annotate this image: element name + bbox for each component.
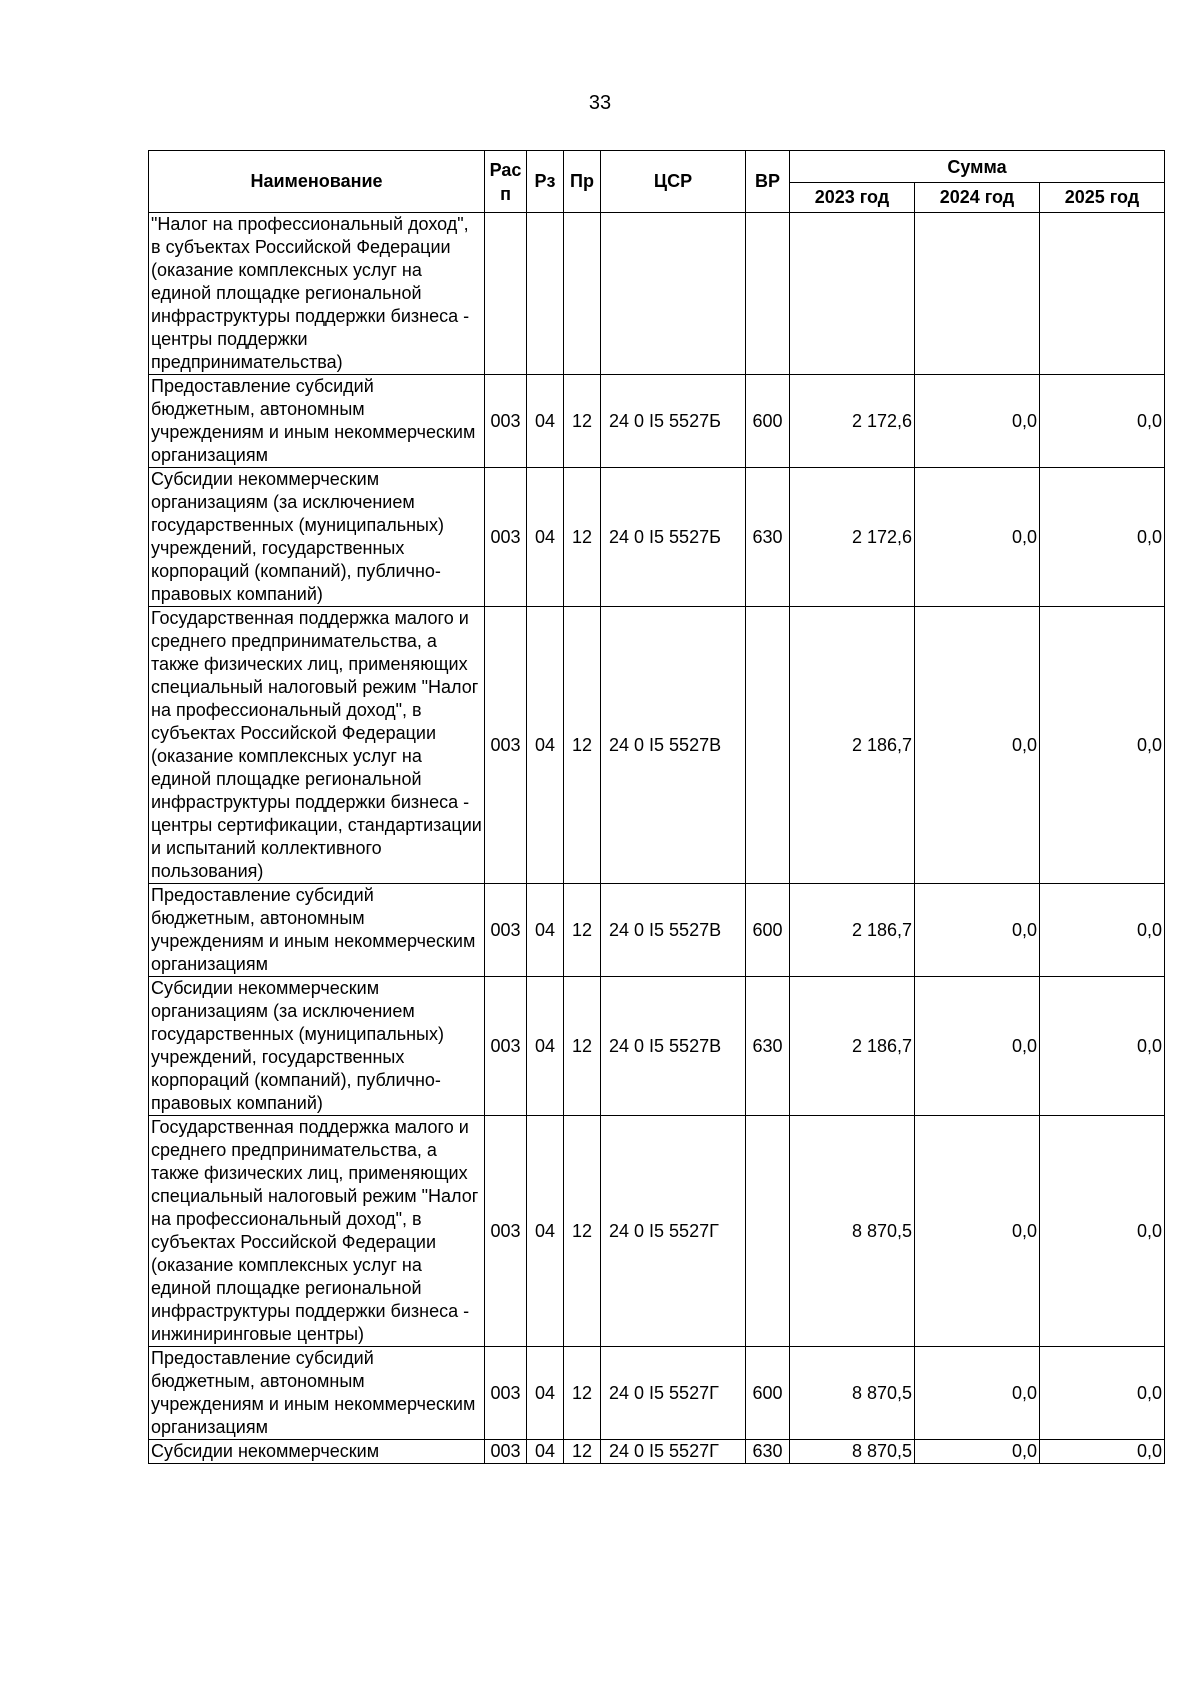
table-row (149, 884, 1165, 977)
table-row (149, 468, 1165, 607)
table-row (149, 1116, 1165, 1347)
cell-2024: 0,0 (915, 884, 1040, 977)
cell-name: Субсидии некоммерческим организациям (за исключением государственных (муниципальных) учреждений, государственных корпораций (компаний), публично-правовых компаний) (149, 468, 485, 607)
cell-csr (601, 213, 746, 375)
cell-2025 (1040, 213, 1165, 375)
cell-2025: 0,0 (1040, 1116, 1165, 1347)
cell-vr (746, 1116, 790, 1347)
cell-rasp: 003 (485, 375, 527, 468)
cell-name: "Налог на профессиональный доход", в субъектах Российской Федерации (оказание комплексных услуг на единой площадке региональной инфраструктуры поддержки бизнеса - центры поддержки предпринимательства) (149, 213, 485, 375)
cell-rz: 04 (527, 1116, 564, 1347)
cell-2023: 2 172,6 (790, 375, 915, 468)
cell-csr: 24 0 I5 5527Г (601, 1116, 746, 1347)
cell-pr: 12 (564, 607, 601, 884)
cell-vr (746, 213, 790, 375)
cell-rz: 04 (527, 468, 564, 607)
table-row (149, 213, 1165, 375)
table-row (149, 1440, 1165, 1464)
table-row (149, 607, 1165, 884)
cell-csr: 24 0 I5 5527В (601, 607, 746, 884)
cell-2024: 0,0 (915, 1116, 1040, 1347)
cell-rz: 04 (527, 1440, 564, 1464)
cell-vr (746, 607, 790, 884)
cell-pr: 12 (564, 1440, 601, 1464)
header-pr: Пр (564, 151, 601, 213)
cell-rz (527, 213, 564, 375)
header-vr: ВР (746, 151, 790, 213)
cell-csr: 24 0 I5 5527Г (601, 1347, 746, 1440)
header-rasp: Рас п (485, 151, 527, 213)
header-csr: ЦСР (601, 151, 746, 213)
cell-pr (564, 213, 601, 375)
cell-2023: 8 870,5 (790, 1440, 915, 1464)
cell-rasp: 003 (485, 1116, 527, 1347)
header-2023: 2023 год (790, 183, 915, 213)
header-sum: Сумма (790, 151, 1165, 183)
cell-2025: 0,0 (1040, 977, 1165, 1116)
header-name: Наименование (149, 151, 485, 213)
cell-2025: 0,0 (1040, 468, 1165, 607)
cell-2024: 0,0 (915, 1440, 1040, 1464)
cell-rz: 04 (527, 607, 564, 884)
cell-vr: 600 (746, 1347, 790, 1440)
cell-pr: 12 (564, 375, 601, 468)
cell-name: Государственная поддержка малого и среднего предпринимательства, а также физических лиц, применяющих специальный налоговый режим "Налог на профессиональный доход", в субъектах Российской Федерации (оказание комплексных услуг на единой площадке региональной инфраструктуры поддержки бизнеса - инжиниринговые центры) (149, 1116, 485, 1347)
cell-csr: 24 0 I5 5527Б (601, 375, 746, 468)
cell-2024: 0,0 (915, 468, 1040, 607)
cell-rasp: 003 (485, 1347, 527, 1440)
cell-2023: 2 186,7 (790, 884, 915, 977)
budget-table (148, 150, 1165, 1464)
cell-rz: 04 (527, 1347, 564, 1440)
cell-pr: 12 (564, 884, 601, 977)
header-rz: Рз (527, 151, 564, 213)
cell-pr: 12 (564, 1347, 601, 1440)
cell-2023: 8 870,5 (790, 1116, 915, 1347)
cell-name: Предоставление субсидий бюджетным, автономным учреждениям и иным некоммерческим организациям (149, 375, 485, 468)
cell-2025: 0,0 (1040, 1347, 1165, 1440)
table-body (149, 213, 1165, 1464)
table-row (149, 1347, 1165, 1440)
cell-name: Субсидии некоммерческим организациям (за исключением государственных (муниципальных) учреждений, государственных корпораций (компаний), публично-правовых компаний) (149, 977, 485, 1116)
cell-rasp (485, 213, 527, 375)
cell-rasp: 003 (485, 977, 527, 1116)
cell-pr: 12 (564, 977, 601, 1116)
cell-2023: 2 172,6 (790, 468, 915, 607)
table-row (149, 977, 1165, 1116)
cell-rasp: 003 (485, 884, 527, 977)
cell-rasp: 003 (485, 1440, 527, 1464)
cell-vr: 630 (746, 468, 790, 607)
cell-name: Субсидии некоммерческим (149, 1440, 485, 1464)
cell-2023: 2 186,7 (790, 607, 915, 884)
cell-csr: 24 0 I5 5527Б (601, 468, 746, 607)
header-2025: 2025 год (1040, 183, 1165, 213)
cell-vr: 600 (746, 375, 790, 468)
cell-pr: 12 (564, 1116, 601, 1347)
header-2024: 2024 год (915, 183, 1040, 213)
cell-2025: 0,0 (1040, 375, 1165, 468)
cell-2024: 0,0 (915, 607, 1040, 884)
cell-vr: 630 (746, 977, 790, 1116)
cell-csr: 24 0 I5 5527В (601, 977, 746, 1116)
cell-2024 (915, 213, 1040, 375)
cell-name: Государственная поддержка малого и среднего предпринимательства, а также физических лиц, применяющих специальный налоговый режим "Налог на профессиональный доход", в субъектах Российской Федерации (оказание комплексных услуг на единой площадке региональной инфраструктуры поддержки бизнеса - центры сертификации, стандартизации и испытаний коллективного пользования) (149, 607, 485, 884)
cell-rasp: 003 (485, 468, 527, 607)
cell-name: Предоставление субсидий бюджетным, автономным учреждениям и иным некоммерческим организациям (149, 1347, 485, 1440)
cell-vr: 600 (746, 884, 790, 977)
cell-2025: 0,0 (1040, 1440, 1165, 1464)
cell-2023 (790, 213, 915, 375)
cell-rasp: 003 (485, 607, 527, 884)
cell-name: Предоставление субсидий бюджетным, автономным учреждениям и иным некоммерческим организациям (149, 884, 485, 977)
cell-rz: 04 (527, 375, 564, 468)
cell-2025: 0,0 (1040, 884, 1165, 977)
cell-csr: 24 0 I5 5527В (601, 884, 746, 977)
cell-pr: 12 (564, 468, 601, 607)
cell-csr: 24 0 I5 5527Г (601, 1440, 746, 1464)
cell-2024: 0,0 (915, 1347, 1040, 1440)
cell-2025: 0,0 (1040, 607, 1165, 884)
cell-2024: 0,0 (915, 977, 1040, 1116)
cell-rz: 04 (527, 884, 564, 977)
cell-rz: 04 (527, 977, 564, 1116)
page-number: 33 (588, 92, 612, 114)
cell-2023: 8 870,5 (790, 1347, 915, 1440)
cell-vr: 630 (746, 1440, 790, 1464)
cell-2023: 2 186,7 (790, 977, 915, 1116)
table-row (149, 375, 1165, 468)
table-header (149, 151, 1165, 213)
cell-2024: 0,0 (915, 375, 1040, 468)
